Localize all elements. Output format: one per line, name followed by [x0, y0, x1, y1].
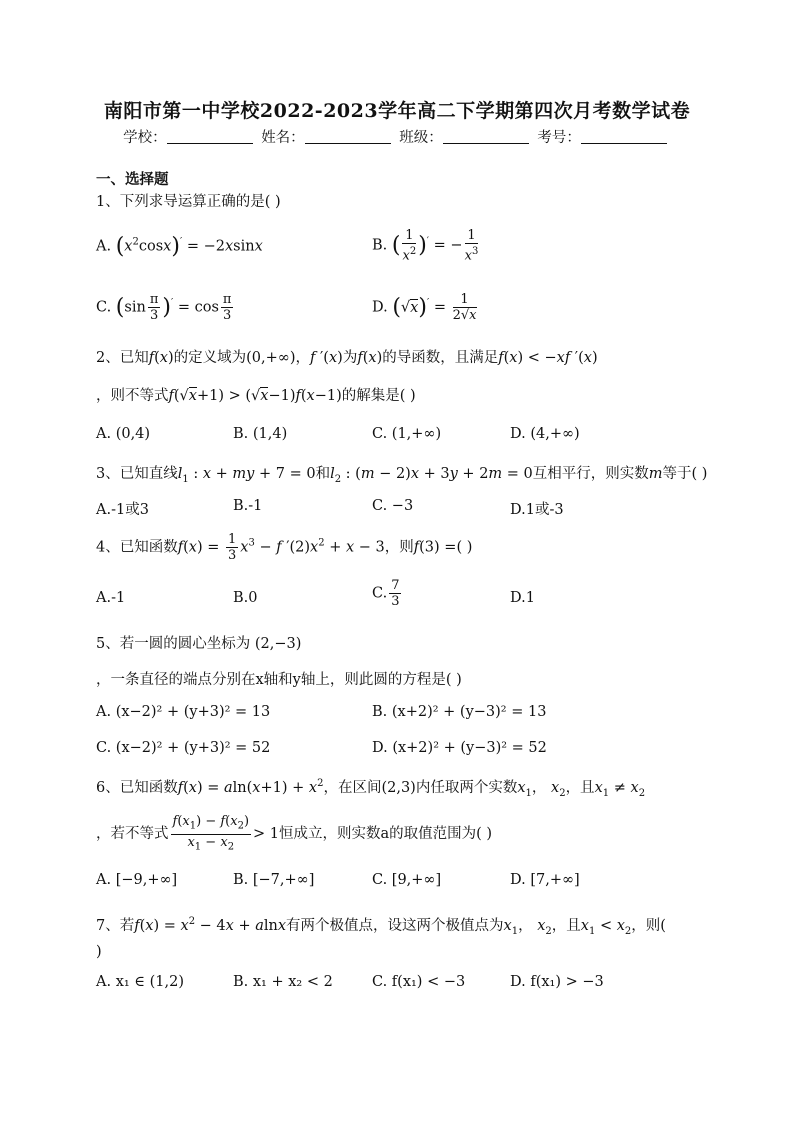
q5-line2: ，一条直径的端点分别在x轴和y轴上，则此圆的方程是( ): [96, 672, 462, 688]
q2-option-b[interactable]: B. (1,4): [233, 426, 288, 442]
name-label: 姓名：: [261, 130, 305, 146]
q4-option-d[interactable]: D.1: [510, 590, 535, 606]
q6-option-b[interactable]: B. [−7,+∞]: [233, 872, 315, 888]
school-blank[interactable]: [167, 129, 253, 144]
q2-text-c: ，: [295, 350, 311, 366]
q7-option-d[interactable]: D. f(x₁) > −3: [510, 974, 604, 990]
q1-stem: 1、下列求导运算正确的是( ): [96, 194, 281, 210]
q2-line2-a: ，则不等式: [96, 388, 169, 404]
q1-option-d[interactable]: D. (√x)′ = $\frac{1}{2√x}$: [372, 292, 477, 323]
q7-option-c[interactable]: C. f(x₁) < −3: [372, 974, 466, 990]
q1-c-label: C.: [96, 299, 112, 316]
exam-title: 南阳市第一中学校2022-2023学年高二下学期第四次月考数学试卷: [103, 100, 691, 122]
q6-option-d[interactable]: D. [7,+∞]: [510, 872, 580, 888]
q6-text-c: 内任取两个实数: [415, 780, 518, 796]
q4-stem: 4、已知函数f(x) = $\frac{1}{3}$ $x^3 - f$ $'(2)x^2 + x - 3$，则f(3) =( ): [96, 532, 473, 563]
q4-option-c[interactable]: C. $\frac{7}{3}$: [372, 578, 400, 609]
q3-option-d[interactable]: D.1或-3: [510, 502, 564, 518]
q6-text-a: 6、已知函数: [96, 780, 178, 796]
q6-line2-b: 恒成立，则实数a的取值范围为( ): [279, 826, 493, 843]
q5-option-c[interactable]: C. (x−2)² + (y+3)² = 52: [96, 740, 271, 756]
q3-text-d: 等于( ): [662, 466, 708, 482]
q2-text-e: 的导函数，且满足: [382, 350, 499, 366]
q3-text-a: 3、已知直线: [96, 466, 178, 482]
q4-text-c: ( ): [456, 539, 473, 556]
q6-option-a[interactable]: A. [−9,+∞]: [96, 872, 178, 888]
q5-option-d[interactable]: D. (x+2)² + (y−3)² = 52: [372, 740, 547, 756]
q6-line2-a: ，若不等式: [96, 826, 169, 843]
q4-text-b: ，则: [384, 539, 414, 556]
q7-text-a: 7、若: [96, 918, 135, 934]
q5-stem: 5、若一圆的圆心坐标为 (2,−3): [96, 636, 302, 652]
q6-line2: ，若不等式 $\frac{f(x_1) - f(x_2)}{x_1 - x_2}$ > 1恒成立，则实数a的取值范围为( ): [96, 814, 493, 853]
q6-option-c[interactable]: C. [9,+∞]: [372, 872, 442, 888]
q1-b-label: B.: [372, 237, 388, 254]
q7-text-b: 有两个极值点，设这两个极值点为: [286, 918, 504, 934]
q7-option-b[interactable]: B. x₁ + x₂ < 2: [233, 974, 333, 990]
q2-option-d[interactable]: D. (4,+∞): [510, 426, 580, 442]
q3-stem: 3、已知直线$l_1$ : x + my + 7 = 0和$l_2$ : (m − 2)x + 3y + 2m = 0互相平行，则实数m等于( ): [96, 466, 708, 485]
q4-option-a[interactable]: A.-1: [96, 590, 126, 606]
section-heading: 一、选择题: [96, 171, 169, 188]
q6-stem: 6、已知函数$f(x) = aln(x+1) + x^2$，在区间(2,3)内任取两个实数$x_1$， $x_2$，且$x_1 \ne x_2$: [96, 778, 646, 799]
q2-text-b: 的定义域为: [173, 350, 247, 366]
number-blank[interactable]: [581, 129, 667, 144]
q3-text-b: 和: [315, 466, 331, 482]
school-label: 学校：: [123, 130, 167, 146]
q2-option-c[interactable]: C. (1,+∞): [372, 426, 442, 442]
number-label: 考号：: [537, 130, 581, 146]
q5-option-a[interactable]: A. (x−2)² + (y+3)² = 13: [96, 704, 271, 720]
q1-a-label: A.: [96, 238, 112, 255]
q2-text-d: 为: [342, 350, 358, 366]
q2-line2: ，则不等式f(√x+1) > (√x−1)f(x−1)的解集是( ): [96, 388, 416, 404]
q2-stem: 2、已知f(x)的定义域为(0,+∞)，f ′(x)为f(x)的导函数，且满足f(x) < −xf ′(x): [96, 350, 598, 366]
q3-option-b[interactable]: B.-1: [233, 498, 263, 514]
class-blank[interactable]: [443, 129, 529, 144]
q2-line2-b: 的解集是( ): [341, 388, 416, 404]
q1-option-a[interactable]: A. $(x^2\cos x)' = -2xsinx$: [96, 234, 263, 259]
q3-text-c: 互相平行，则实数: [532, 466, 649, 482]
q4-text-a: 4、已知函数: [96, 539, 178, 556]
q7-text-d: ，则(: [631, 918, 666, 934]
name-blank[interactable]: [305, 129, 391, 144]
q3-option-c[interactable]: C. −3: [372, 498, 414, 514]
q7-option-a[interactable]: A. x₁ ∈ (1,2): [96, 974, 185, 990]
q1-option-c[interactable]: C. (sin $\frac{\pi}{3}$ )′ = cos $\frac{\pi}{3}$: [96, 292, 232, 323]
q4-option-b[interactable]: B.0: [233, 590, 258, 606]
student-info: [0, 126, 794, 147]
q6-text-d: ，且: [565, 780, 595, 796]
q7-text-c: ，且: [551, 918, 581, 934]
q1-d-label: D.: [372, 299, 388, 316]
q5-option-b[interactable]: B. (x+2)² + (y−3)² = 13: [372, 704, 547, 720]
q1-option-b[interactable]: B. ( $\frac{1}{x^2}$ )′ = − $\frac{1}{x^3}$: [372, 228, 479, 264]
q6-text-b: ，在区间: [323, 780, 382, 796]
q2-text-a: 2、已知: [96, 350, 149, 366]
class-label: 班级：: [399, 130, 443, 146]
q3-option-a[interactable]: A.-1或3: [96, 502, 149, 518]
q4-c-label: C.: [372, 585, 388, 602]
q7-stem: 7、若$f(x) = x^2 - 4x + alnx$有两个极值点，设这两个极值点为$x_1$， $x_2$，且$x_1 < x_2$，则(: [96, 916, 666, 937]
q7-line2: ): [96, 944, 102, 960]
q2-option-a[interactable]: A. (0,4): [96, 426, 151, 442]
